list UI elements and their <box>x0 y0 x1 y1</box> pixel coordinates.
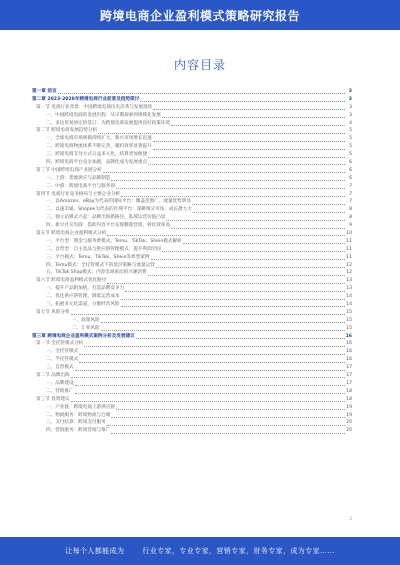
toc-entry-page: 8 <box>349 207 352 213</box>
toc-entry-page: 18 <box>346 396 352 402</box>
toc-entry-label: 第四节 电商行业竞争格局与主要企业分析 <box>36 191 121 197</box>
toc-entry-label: 二、营销推广 <box>46 388 74 394</box>
toc-entry-page: 5 <box>349 136 352 142</box>
toc-entry[interactable] <box>32 135 352 143</box>
toc-entry-label: 三、支付结算：跨境支付服务 <box>46 420 106 426</box>
toc-entry[interactable] <box>32 104 352 112</box>
toc-entry-label: 二、物流服务：跨境物流与仓储 <box>46 412 111 418</box>
toc-entry-page: 15 <box>346 309 352 315</box>
toc-entry-page: 13 <box>346 278 352 284</box>
toc-entry-page: 6 <box>349 175 352 181</box>
toc-entry-label: 三、独立站模式兴起：品牌出海新路径，私域运营价值凸显 <box>46 215 166 221</box>
toc-entry-page: 16 <box>346 349 352 355</box>
table-of-contents <box>32 88 352 435</box>
toc-leader-dots <box>84 345 345 347</box>
toc-leader-dots <box>111 179 345 181</box>
toc-entry[interactable] <box>32 325 352 333</box>
toc-entry[interactable] <box>32 341 352 349</box>
toc-entry[interactable] <box>32 317 352 325</box>
toc-entry[interactable] <box>32 127 352 135</box>
toc-leader-dots <box>75 384 345 386</box>
toc-entry-label: 三、自营模式 <box>46 365 74 371</box>
toc-entry-page: 18 <box>346 388 352 394</box>
toc-leader-dots <box>121 298 345 300</box>
toc-leader-dots <box>111 416 345 418</box>
toc-leader-dots <box>125 290 345 292</box>
toc-entry-page: 19 <box>346 412 352 418</box>
toc-leader-dots <box>148 156 345 158</box>
toc-leader-dots <box>156 266 345 268</box>
toc-entry-label: 四、Temu模式：全托管模式下的低价策略与流量运营 <box>46 262 155 268</box>
toc-leader-dots <box>162 250 345 252</box>
toc-chapter-entry[interactable] <box>32 96 352 104</box>
toc-entry[interactable] <box>32 301 352 309</box>
toc-entry-page: 3 <box>349 112 352 118</box>
toc-entry[interactable] <box>32 151 352 159</box>
toc-entry-page: 20 <box>346 420 352 426</box>
toc-leader-dots <box>103 171 345 173</box>
toc-entry-label: 第七节 风险分析 <box>36 309 70 315</box>
toc-entry[interactable] <box>32 238 352 246</box>
toc-entry-page: 5 <box>349 152 352 158</box>
toc-leader-dots <box>148 163 345 165</box>
toc-entry-label: 三、拓展多元化渠道，分散经营风险 <box>46 302 120 308</box>
toc-leader-dots <box>71 376 345 378</box>
toc-leader-dots <box>75 369 345 371</box>
toc-entry-label: 第三节 投资建议 <box>36 396 70 402</box>
toc-entry[interactable] <box>32 206 352 214</box>
toc-entry-label: 第一节 全托管模式分析 <box>36 341 84 347</box>
toc-entry-page: 16 <box>345 333 352 339</box>
toc-entry-label: 第二章 2023-2028年跨境电商行业前景及趋势探讨 <box>32 96 140 102</box>
toc-entry[interactable] <box>32 419 352 427</box>
toc-entry-label: 第六节 跨境电商盈利模式优化路径 <box>36 278 107 284</box>
toc-entry-label: 一、平台型：佣金与服务费模式，Temu、TikTok、Shein模式解析 <box>46 238 182 244</box>
toc-entry-page: 17 <box>346 373 352 379</box>
toc-entry-page: 3 <box>348 96 352 102</box>
toc-entry-page: 11 <box>346 238 352 244</box>
toc-entry-page: 14 <box>346 302 352 308</box>
toc-entry-page: 7 <box>349 191 352 197</box>
toc-entry-label: 一、全球电商市场规模持续扩大，新兴市场增长迅速 <box>46 136 152 142</box>
toc-entry-label: 二、中游：跨境电商平台与服务商 <box>46 183 115 189</box>
toc-entry-label: 二、以速卖通、Shopee为代表的区域平台：深耕细分市场，成长潜力大 <box>46 207 192 213</box>
toc-entry-label: 第三章 跨境电商企业盈利模式案例分析及发展建议 <box>32 333 135 339</box>
toc-leader-dots <box>153 108 345 110</box>
toc-entry[interactable] <box>32 120 352 128</box>
toc-entry[interactable] <box>32 380 352 388</box>
toc-entry-page: 6 <box>349 160 352 165</box>
toc-entry-label: 五、TikTok Shop模式：内容电商驱动的兴趣消费 <box>46 270 147 276</box>
toc-entry-page: 3 <box>349 104 352 110</box>
toc-entry-label: 一、提升产品附加值，打造品牌竞争力 <box>46 286 125 292</box>
toc-entry-label: 第三节 中国跨境电商产业链分析 <box>36 167 102 173</box>
toc-leader-dots <box>107 234 345 236</box>
toc-entry[interactable] <box>32 198 352 206</box>
toc-leader-dots <box>193 211 345 213</box>
toc-entry-page: 7 <box>349 199 352 205</box>
toc-leader-dots <box>79 361 345 363</box>
toc-entry-label: 第二节 跨境电商发展趋势分析 <box>36 128 98 134</box>
toc-entry[interactable] <box>32 309 352 317</box>
toc-entry[interactable] <box>32 262 352 270</box>
toc-entry[interactable] <box>32 159 352 167</box>
toc-title: 内容目录 <box>173 58 226 72</box>
toc-entry[interactable] <box>32 388 352 396</box>
toc-entry[interactable] <box>32 427 352 435</box>
toc-entry-label: 一、上游：货源供应与品牌制造 <box>46 175 111 181</box>
toc-leader-dots <box>151 258 346 260</box>
toc-entry[interactable] <box>32 356 352 364</box>
toc-entry[interactable] <box>32 372 352 380</box>
toc-entry-label: 二、半托管模式 <box>46 357 79 363</box>
toc-entry-page: 9 <box>349 223 352 229</box>
toc-entry-label: 二、汇率风险 <box>72 325 100 331</box>
report-header <box>0 0 400 30</box>
toc-leader-dots <box>153 140 345 142</box>
toc-entry-page: 10 <box>346 231 352 237</box>
toc-entry-page: 11 <box>346 254 352 260</box>
toc-entry-label: 一、中国跨境电商的发展历程：从早期探索到规模化发展 <box>46 112 161 118</box>
toc-entry-label: 二、跨境电商物流体系不断完善，履约效率显著提升 <box>46 144 152 150</box>
toc-entry-label: 二、多边贸易协定的签订：为跨境电商发展提供良好政策环境 <box>46 120 171 126</box>
toc-leader-dots <box>71 313 345 315</box>
toc-leader-dots <box>153 148 345 150</box>
toc-entry-label: 一、产业链：跨境电商上游供应链 <box>46 404 115 410</box>
toc-entry-label: 二、优化供应链管理，降低运营成本 <box>46 294 120 300</box>
toc-entry-page: 14 <box>346 294 352 300</box>
toc-entry-label: 一、政策风险 <box>72 317 100 323</box>
toc-entry-page: 19 <box>346 404 352 410</box>
toc-entry[interactable] <box>32 412 352 420</box>
page-number: 2 <box>349 516 352 521</box>
toc-leader-dots <box>136 337 345 339</box>
toc-chapter-entry[interactable] <box>32 333 352 341</box>
toc-leader-dots <box>140 100 345 102</box>
toc-leader-dots <box>101 321 345 323</box>
toc-entry[interactable] <box>32 269 352 277</box>
toc-leader-dots <box>166 219 345 221</box>
toc-entry-label: 第一章 前言 <box>32 88 57 94</box>
toc-entry-label: 第二节 品牌出海 <box>36 373 70 379</box>
toc-leader-dots <box>183 242 345 244</box>
toc-entry-page: 15 <box>346 317 352 323</box>
toc-entry-label: 四、营销服务：跨境营销与推广 <box>46 428 111 434</box>
footer-services: 行业专家，专业专家，营销专家，财务专家，成为专家…… <box>142 547 335 555</box>
toc-entry-page: 7 <box>349 183 352 189</box>
toc-entry[interactable] <box>32 293 352 301</box>
toc-entry[interactable] <box>32 222 352 230</box>
toc-entry[interactable] <box>32 143 352 151</box>
toc-leader-dots <box>116 408 345 410</box>
toc-entry[interactable] <box>32 175 352 183</box>
toc-entry-page: 20 <box>346 428 352 434</box>
toc-entry[interactable] <box>32 191 352 199</box>
toc-entry-page: 11 <box>346 246 352 252</box>
toc-entry-page: 16 <box>346 341 352 347</box>
toc-leader-dots <box>162 116 345 118</box>
footer-slogan: 让每个人都能成为 <box>65 547 125 555</box>
toc-leader-dots <box>71 400 345 402</box>
toc-entry-page: 3 <box>348 88 352 94</box>
toc-entry[interactable] <box>32 167 352 175</box>
toc-leader-dots <box>107 282 345 284</box>
toc-entry[interactable] <box>32 112 352 120</box>
toc-entry-page: 15 <box>346 325 352 331</box>
toc-leader-dots <box>192 203 345 205</box>
toc-entry-page: 5 <box>349 128 352 134</box>
toc-entry-page: 16 <box>346 357 352 363</box>
toc-entry-page: 13 <box>346 286 352 292</box>
toc-leader-dots <box>121 305 345 307</box>
toc-entry-label: 一、全托管模式 <box>46 349 79 355</box>
toc-entry-label: 三、跨境电商支付方式日益多元化，结算更加便捷 <box>46 152 148 158</box>
toc-entry[interactable] <box>32 285 352 293</box>
toc-leader-dots <box>111 432 345 434</box>
toc-entry[interactable] <box>32 404 352 412</box>
toc-chapter-entry[interactable] <box>32 88 352 96</box>
toc-leader-dots <box>116 187 345 189</box>
toc-entry-page: 6 <box>349 167 352 173</box>
toc-leader-dots <box>171 227 345 229</box>
toc-entry[interactable] <box>32 254 352 262</box>
toc-entry-label: 二、自营型：自主选品与供应链管理模式，提升利润空间 <box>46 246 161 252</box>
toc-entry[interactable] <box>32 348 352 356</box>
toc-entry[interactable] <box>32 230 352 238</box>
toc-entry-label: 第一节 电商行业背景：中国跨境电商历史沿革与发展现状 <box>36 104 153 110</box>
toc-entry-page: 8 <box>349 215 352 221</box>
toc-entry-page: 17 <box>346 365 352 371</box>
toc-leader-dots <box>107 424 345 426</box>
toc-entry-page: 17 <box>346 380 352 386</box>
footer-banner <box>0 537 400 565</box>
toc-leader-dots <box>121 195 345 197</box>
toc-entry-label: 一、以Amazon、eBay为代表的国际平台：覆盖范围广、流量优势明显 <box>46 199 191 205</box>
toc-entry[interactable] <box>32 277 352 285</box>
toc-entry[interactable] <box>32 246 352 254</box>
toc-entry-page: 12 <box>346 270 352 276</box>
toc-leader-dots <box>171 124 345 126</box>
toc-leader-dots <box>58 92 345 94</box>
toc-entry[interactable] <box>32 364 352 372</box>
toc-leader-dots <box>101 329 345 331</box>
toc-entry-page: 12 <box>346 262 352 268</box>
report-title: 跨境电商企业盈利模式策略研究报告 <box>99 8 300 23</box>
toc-entry-label: 四、跨境电商平台竞争加剧，品牌化成为发展重点 <box>46 160 148 165</box>
toc-entry-label: 第五节 跨境电商企业盈利模式分析 <box>36 231 107 237</box>
toc-entry-page: 5 <box>349 144 352 150</box>
toc-leader-dots <box>79 353 345 355</box>
toc-leader-dots <box>75 392 345 394</box>
toc-entry-page: 4 <box>349 120 352 126</box>
toc-entry[interactable] <box>32 183 352 191</box>
toc-entry-label: 四、新兴社交电商：借助内容平台实现精准营销，转化效率高 <box>46 223 171 229</box>
toc-entry[interactable] <box>32 214 352 222</box>
toc-entry[interactable] <box>32 396 352 404</box>
toc-entry-label: 三、平台模式：Temu、TikTok、Shein等典型案例 <box>46 254 150 260</box>
toc-leader-dots <box>148 274 345 276</box>
toc-leader-dots <box>98 132 345 134</box>
toc-entry-label: 一、品牌建设 <box>46 380 74 386</box>
